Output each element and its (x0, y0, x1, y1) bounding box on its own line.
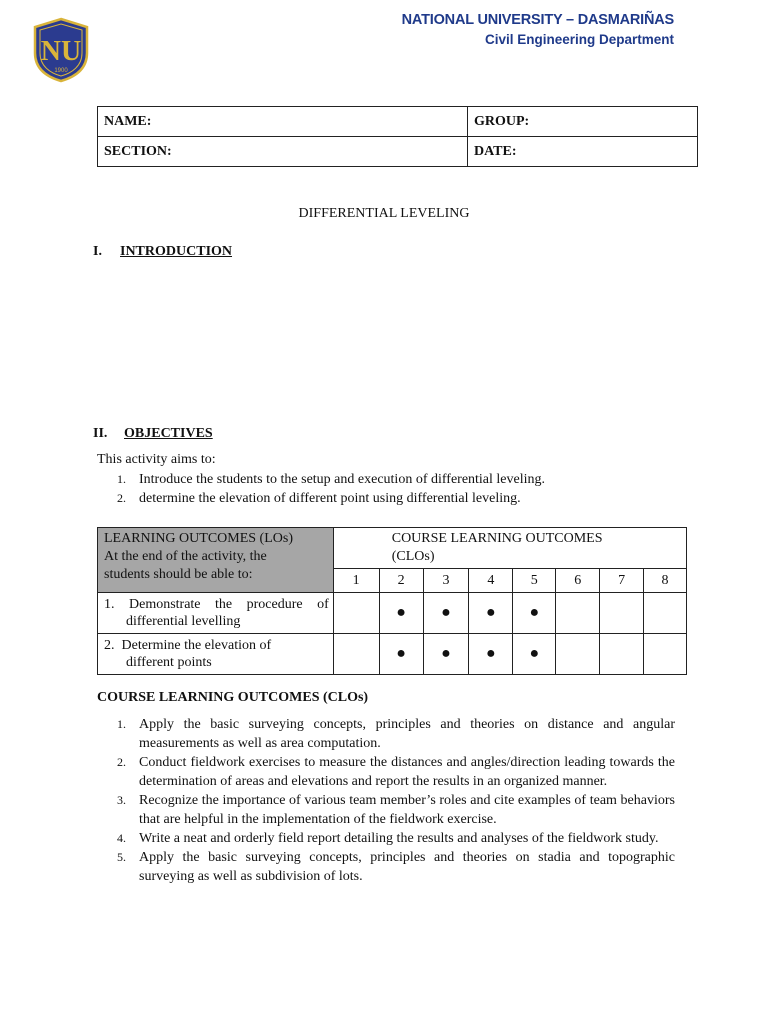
clo-list (97, 715, 675, 886)
clo-mark (644, 593, 687, 634)
nu-seal-icon (31, 17, 91, 83)
introduction-heading: I. INTRODUCTION (93, 244, 233, 259)
clo-number: 8 (644, 569, 687, 593)
clo-mark: ● (423, 634, 469, 675)
table-row (98, 593, 687, 634)
clo-mark (556, 593, 600, 634)
objectives-list (97, 470, 697, 508)
document-title: DIFFERENTIAL LEVELING (298, 206, 470, 221)
svg-text:NU: NU (40, 36, 82, 67)
list-item: 1. Apply the basic surveying concepts, principles and theories on distance and angular measurements as well as area computation. (117, 717, 675, 751)
lo-item: 1. Demonstrate the procedure of differential levelling (98, 593, 334, 634)
name-field[interactable]: NAME: (98, 107, 468, 137)
clo-number: 3 (423, 569, 469, 593)
clo-number: 5 (513, 569, 556, 593)
clo-number: 2 (379, 569, 423, 593)
clo-header: COURSE LEARNING OUTCOMES (CLOs) (333, 528, 686, 569)
clo-heading: COURSE LEARNING OUTCOMES (CLOs) (97, 690, 369, 705)
clo-number: 4 (469, 569, 513, 593)
section-field[interactable]: SECTION: (98, 137, 468, 167)
list-item: 2. determine the elevation of different point using differential leveling. (117, 491, 521, 506)
clo-mark (644, 634, 687, 675)
department-name: Civil Engineering Department (484, 32, 674, 47)
objectives-heading: II. OBJECTIVES (93, 426, 213, 441)
student-info-table (97, 106, 698, 167)
clo-mark (600, 593, 644, 634)
clo-mark (333, 634, 379, 675)
svg-text:1900: 1900 (54, 68, 68, 74)
university-name: NATIONAL UNIVERSITY – DASMARIÑAS (401, 12, 674, 28)
lo-header: LEARNING OUTCOMES (LOs) At the end of the activity, the students should be able to: (98, 528, 334, 593)
list-item: 5. Apply the basic surveying concepts, principles and theories on stadia and topographic surveying as well as subdivision of lots. (117, 850, 675, 884)
clo-mark: ● (513, 593, 556, 634)
clo-mark: ● (379, 634, 423, 675)
list-item: 3. Recognize the importance of various team member’s roles and cite examples of team behaviors that are helpful in the implementation of the fieldwork exercise. (117, 793, 675, 827)
objectives-intro: This activity aims to: (97, 452, 216, 467)
clo-mark (600, 634, 644, 675)
list-item: 4. Write a neat and orderly field report detailing the results and analyses of the fieldwork study. (117, 831, 659, 846)
university-logo (31, 17, 91, 83)
clo-number: 1 (333, 569, 379, 593)
outcomes-table (97, 527, 687, 675)
clo-number: 7 (600, 569, 644, 593)
clo-mark: ● (469, 634, 513, 675)
group-field[interactable]: GROUP: (468, 107, 698, 137)
clo-mark: ● (379, 593, 423, 634)
clo-mark (556, 634, 600, 675)
clo-mark (333, 593, 379, 634)
clo-mark: ● (513, 634, 556, 675)
lo-item: 2. Determine the elevation of different points (98, 634, 334, 675)
list-item: 2. Conduct fieldwork exercises to measure the distances and angles/direction leading towards the determination of areas and elevations and report the results in an organized manner. (117, 755, 675, 789)
list-item: 1. Introduce the students to the setup and execution of differential leveling. (117, 472, 546, 487)
table-row (98, 634, 687, 675)
clo-mark: ● (469, 593, 513, 634)
clo-number: 6 (556, 569, 600, 593)
date-field[interactable]: DATE: (468, 137, 698, 167)
clo-mark: ● (423, 593, 469, 634)
